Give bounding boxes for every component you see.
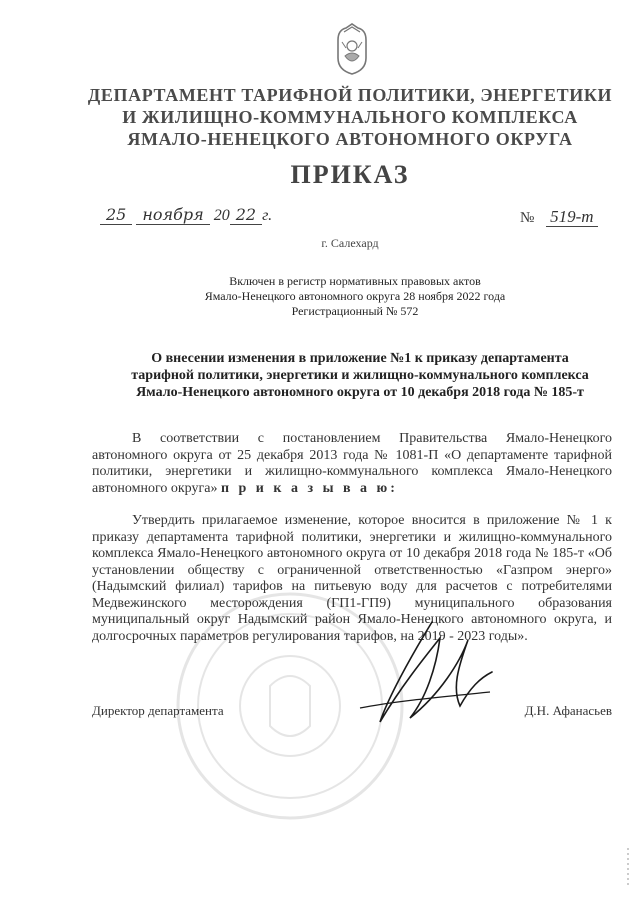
subject-line-1: О внесении изменения в приложение №1 к приказу департамента <box>151 351 569 366</box>
number-label: № <box>520 210 535 226</box>
preamble-paragraph <box>92 431 612 497</box>
date-month: ноября <box>136 205 209 225</box>
signatory-position: Директор департамента <box>92 703 224 718</box>
registration-line-2: Ямало-Ненецкого автономного округа 28 ноября 2022 года <box>204 289 506 303</box>
preamble-text: В соответствии с постановлением Правительства Ямало-Ненецкого автономного округа от 25 декабря 2013 года № 1081-П «О департаменте тарифной политики, энергетики и жилищно-коммунального комплекса Ямало-Ненецкого автономного округа» <box>92 431 612 496</box>
department-line-2: И ЖИЛИЩНО-КОММУНАЛЬНОГО КОМПЛЕКСА <box>122 107 578 127</box>
registration-line-3: Регистрационный № 572 <box>291 304 419 318</box>
registration-block <box>160 274 550 319</box>
number-value: 519-т <box>546 207 597 227</box>
date-year-prefix: 20 <box>213 207 230 224</box>
coat-of-arms-emblem <box>332 22 372 76</box>
order-command: п р и к а з ы в а ю: <box>220 480 398 496</box>
date-year-suffix: 22 <box>230 205 262 225</box>
department-line-1: ДЕПАРТАМЕНТ ТАРИФНОЙ ПОЛИТИКИ, ЭНЕРГЕТИКИ <box>87 85 613 105</box>
department-heading <box>60 84 640 150</box>
subject-line-2: тарифной политики, энергетики и жилищно-коммунального комплекса <box>131 368 589 383</box>
city-line: г. Салехард <box>321 236 379 250</box>
subject-line-3: Ямало-Ненецкого автономного округа от 10 декабря 2018 года № 185-т <box>136 385 584 400</box>
department-line-3: ЯМАЛО-НЕНЕЦКОГО АВТОНОМНОГО ОКРУГА <box>127 129 573 149</box>
document-type-title: ПРИКАЗ <box>290 160 410 189</box>
approval-paragraph: Утвердить прилагаемое изменение, которое вносится в приложение № 1 к приказу департамента тарифной политики, энергетики и жилищно-коммунального комплекса Ямало-Ненецкого автономного округа от 10 декабря 2018 года № 185-т «Об установлении обществу с ограниченной ответственностью «Газпром энерго» (Надымский филиал) тарифов на питьевую воду для расчетов с потребителями Медвежинского месторождения (ГП1-ГП9) муниципального образования муниципальный округ Надымский район Ямало-Ненецкого автономного округа, и долгосрочных параметров регулирования тарифов, на 2019 - 2023 годы». <box>92 513 612 644</box>
document-number <box>520 207 598 227</box>
date-year-letter: г. <box>262 207 273 224</box>
margin-mark <box>624 848 632 888</box>
registration-line-1: Включен в регистр нормативных правовых актов <box>229 274 481 288</box>
document-date <box>100 205 280 225</box>
date-day: 25 <box>100 205 132 225</box>
signatory-name: Д.Н. Афанасьев <box>524 703 612 718</box>
order-subject <box>100 350 620 401</box>
handwritten-signature <box>340 618 500 728</box>
